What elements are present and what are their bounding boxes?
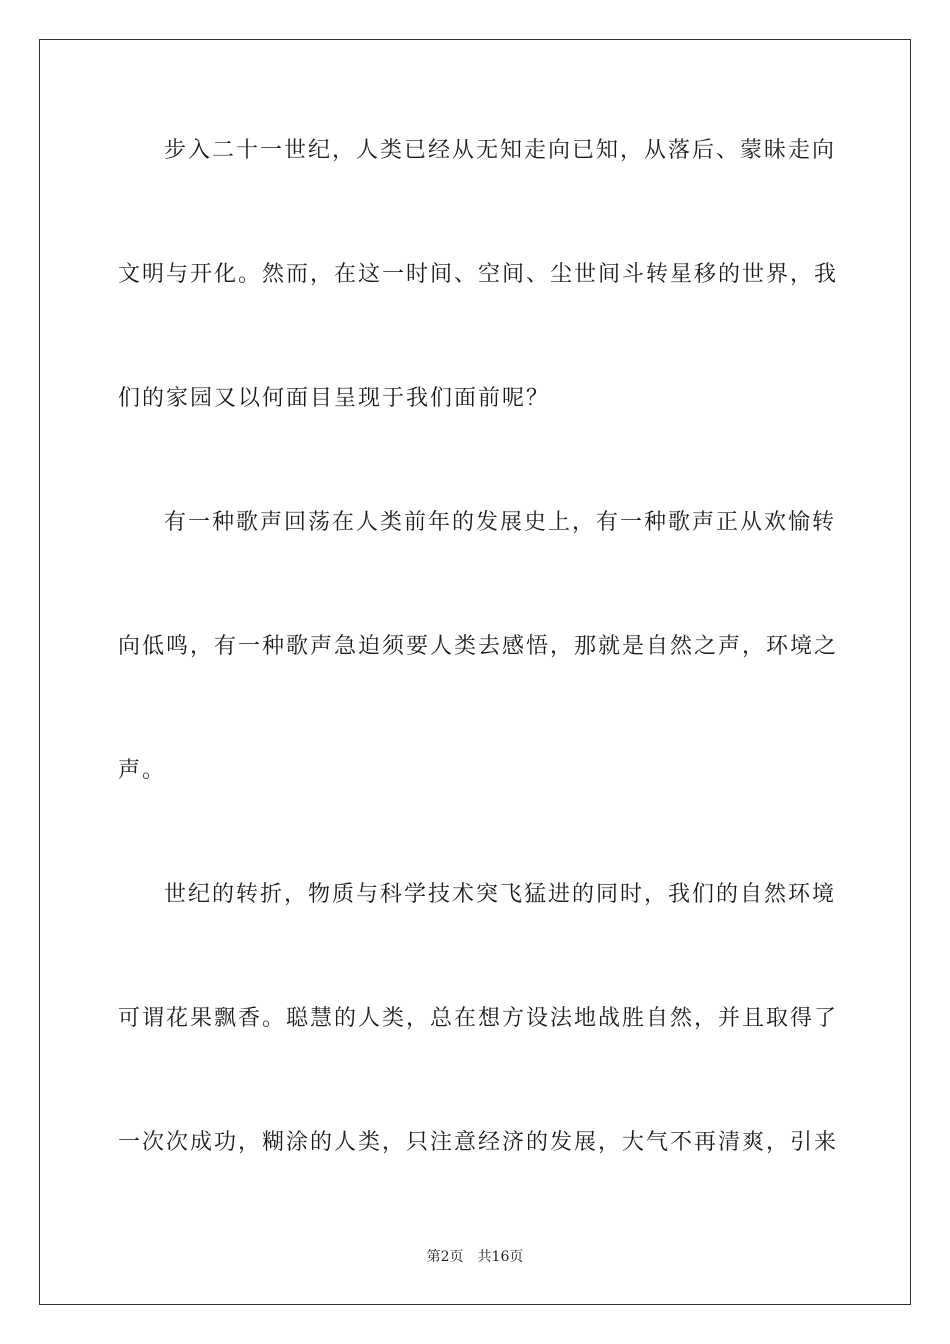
paragraph-2-line-3: 声。	[118, 758, 167, 783]
paragraph-1-line-1: 步入二十一世纪，人类已经从无知走向已知，从落后、蒙昧走向	[164, 138, 837, 163]
paragraph-3-line-3: 一次次成功，糊涂的人类，只注意经济的发展，大气不再清爽，引来	[118, 1130, 839, 1155]
page-footer	[0, 1248, 950, 1266]
page-number: 第2页	[426, 1249, 464, 1265]
paragraph-3-line-2: 可谓花果飘香。聪慧的人类，总在想方设法地战胜自然，并且取得了	[118, 1006, 839, 1031]
paragraph-3-line-1: 世纪的转折，物质与科学技术突飞猛进的同时，我们的自然环境	[164, 882, 837, 907]
paragraph-1-line-3: 们的家园又以何面目呈现于我们面前呢？	[118, 386, 551, 411]
paragraph-2-line-1: 有一种歌声回荡在人类前年的发展史上，有一种歌声正从欢愉转	[164, 510, 837, 535]
paragraph-2-line-2: 向低鸣，有一种歌声急迫须要人类去感悟，那就是自然之声，环境之	[118, 634, 839, 659]
paragraph-1-line-2: 文明与开化。然而，在这一时间、空间、尘世间斗转星移的世界，我	[118, 262, 839, 287]
total-pages: 共16页	[477, 1249, 524, 1265]
page-border	[39, 39, 911, 1305]
